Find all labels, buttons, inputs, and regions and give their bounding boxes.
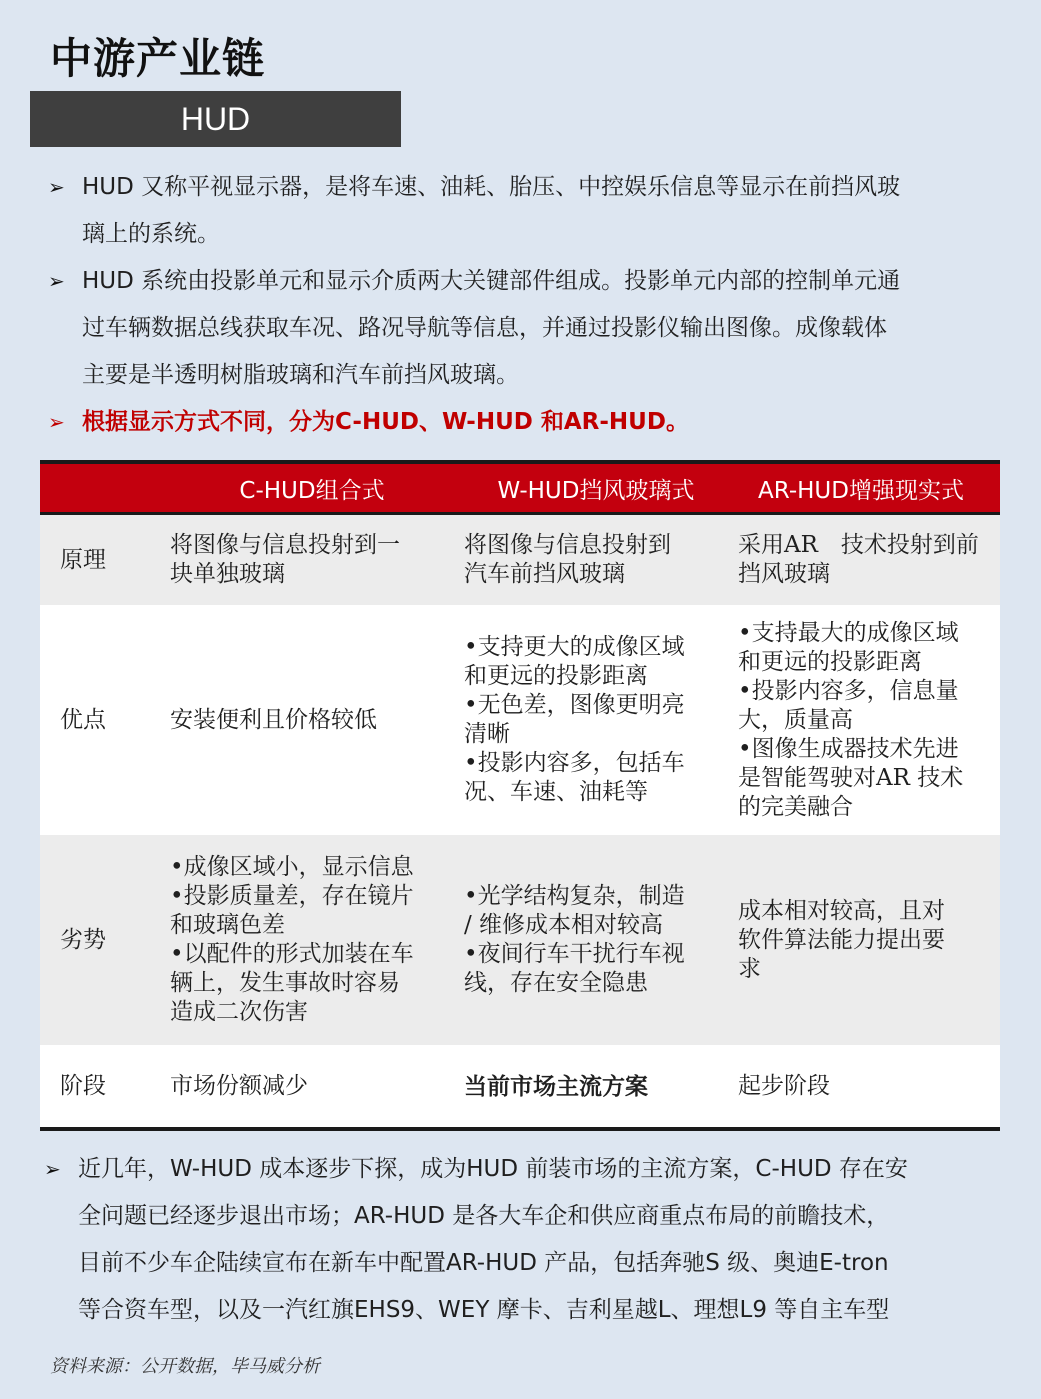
row-label: 劣势	[60, 926, 106, 953]
cell-c-hud: 市场份额减少	[170, 1072, 308, 1099]
table-row-principle	[40, 515, 1000, 605]
bullet-components: ➢ HUD 系统由投影单元和显示介质两大关键部件组成。投影单元内部的控制单元通 过车辆数据总线获取车况、路况导航等信息，并通过投影仪输出图像。成像载体 主要是半透明树脂玻璃和汽车前挡风玻璃。	[48, 258, 1008, 399]
cell-ar-hud: 成本相对较高，且对 软件算法能力提出要 求	[738, 897, 945, 982]
cell-ar-hud: 起步阶段	[738, 1072, 830, 1099]
header-c-hud: C-HUD组合式	[239, 477, 385, 504]
row-label: 原理	[60, 546, 106, 573]
cell-w-hud: 当前市场主流方案	[464, 1072, 648, 1100]
cell-c-hud: •成像区域小，显示信息 •投影质量差，存在镜片 和玻璃色差 •以配件的形式加装在车 辆上，发生事故时容易 造成二次伤害	[170, 854, 414, 1025]
cell-ar-hud: 采用AR 技术投射到前 挡风玻璃	[738, 532, 979, 587]
bullet-classification: ➢ 根据显示方式不同，分为C-HUD、W-HUD 和AR-HUD。	[48, 399, 1008, 446]
bullet-definition: ➢ HUD 又称平视显示器，是将车速、油耗、胎压、中控娱乐信息等显示在前挡风玻 璃上的系统。	[48, 164, 1008, 258]
summary-bullets	[44, 1146, 1004, 1334]
table-row-advantages	[40, 605, 1000, 835]
cell-c-hud: 将图像与信息投射到一 块单独玻璃	[170, 532, 400, 587]
arrow-icon: ➢	[48, 410, 65, 434]
intro-bullets	[48, 164, 1008, 446]
hud-comparison-table	[40, 460, 1000, 1131]
table-row-disadvantages	[40, 835, 1000, 1045]
table-header	[40, 464, 1000, 515]
cell-ar-hud: •支持最大的成像区域 和更远的投影距离 •投影内容多，信息量 大，质量高 •图像生成器技术先进 是智能驾驶对AR 技术 的完美融合	[738, 619, 964, 820]
arrow-icon: ➢	[48, 175, 65, 199]
header-w-hud: W-HUD挡风玻璃式	[497, 477, 695, 504]
row-label: 阶段	[60, 1072, 106, 1099]
cell-c-hud: 安装便利且价格较低	[170, 706, 377, 733]
arrow-icon: ➢	[44, 1157, 61, 1181]
page-title: 中游产业链	[50, 34, 266, 83]
table-row-stage	[40, 1045, 1000, 1127]
section-tag: HUD	[30, 91, 401, 147]
row-label: 优点	[60, 706, 106, 733]
bullet-market-trend: ➢ 近几年，W-HUD 成本逐步下探，成为HUD 前装市场的主流方案，C-HUD 存在安 全问题已经逐步退出市场；AR-HUD 是各大车企和供应商重点布局的前瞻技术， 目前不少车企陆续宣布在新车中配置AR-HUD 产品，包括奔驰S 级、奥迪E-tron 等合资车型，以及一汽红旗EHS9、WEY 摩卡、吉利星越L、理想L9 等自主车型	[44, 1146, 1004, 1334]
source-note: 资料来源：公开数据，毕马威分析	[50, 1356, 320, 1377]
header-ar-hud: AR-HUD增强现实式	[758, 477, 964, 504]
arrow-icon: ➢	[48, 269, 65, 293]
cell-w-hud: •支持更大的成像区域 和更远的投影距离 •无色差，图像更明亮 清晰 •投影内容多，包括车 况、车速、油耗等	[464, 634, 685, 805]
cell-w-hud: 将图像与信息投射到 汽车前挡风玻璃	[464, 532, 671, 587]
cell-w-hud: •光学结构复杂，制造 / 维修成本相对较高 •夜间行车干扰行车视 线，存在安全隐患	[464, 883, 685, 996]
